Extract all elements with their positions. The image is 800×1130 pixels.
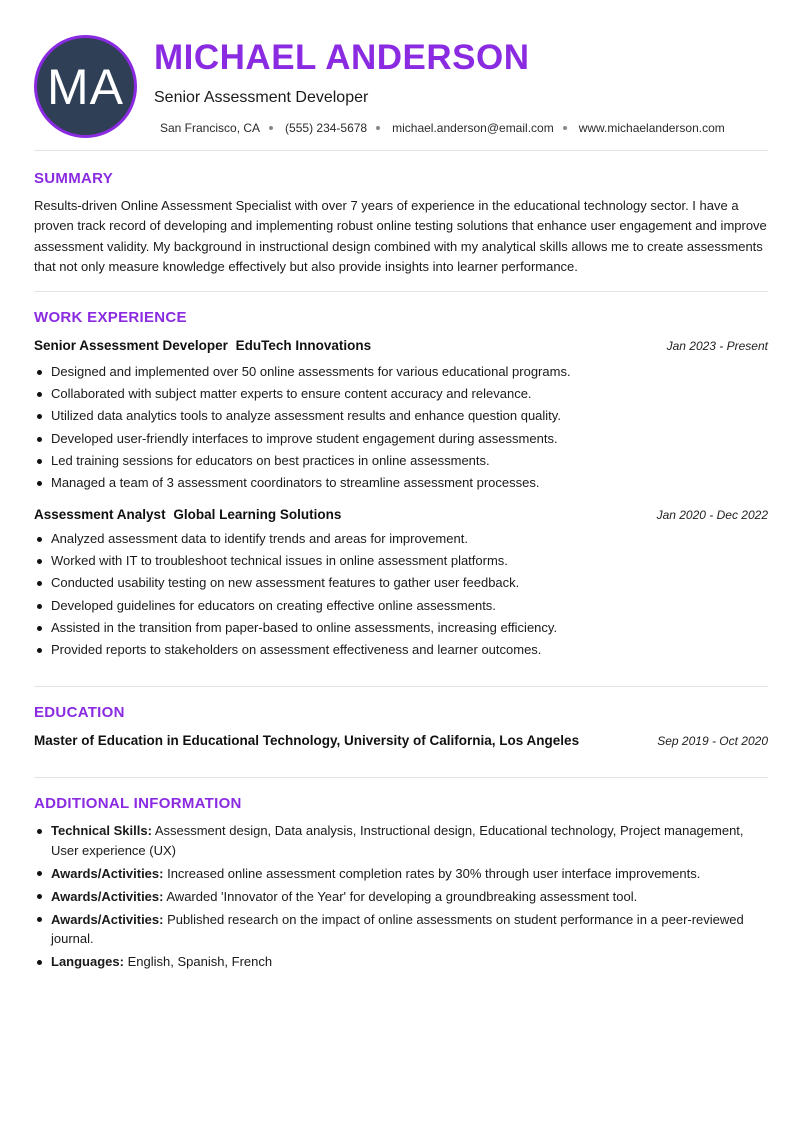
job-bullet-list — [34, 362, 768, 495]
contact-line — [160, 121, 725, 135]
job-dates: Jan 2020 - Dec 2022 — [656, 508, 768, 522]
info-label: Technical Skills: — [51, 823, 152, 838]
education-degree: Master of Education in Educational Technology, University of California, Los Angeles — [34, 733, 580, 748]
job-company: Global Learning Solutions — [173, 507, 342, 522]
contact-location: San Francisco, CA — [160, 121, 261, 135]
job-title — [34, 507, 341, 522]
job-dates: Jan 2023 - Present — [666, 339, 768, 353]
section-divider — [34, 777, 768, 778]
experience-heading: WORK EXPERIENCE — [34, 309, 187, 326]
summary-heading: SUMMARY — [34, 170, 114, 187]
separator-dot — [376, 126, 380, 130]
contact-email[interactable]: michael.anderson@email.com — [392, 121, 554, 135]
job-header — [34, 507, 768, 522]
list-item — [34, 887, 768, 907]
list-item: Developed guidelines for educators on creating effective online assessments. — [34, 596, 768, 618]
avatar — [34, 35, 137, 138]
job-position: Assessment Analyst — [34, 507, 166, 522]
list-item: Provided reports to stakeholders on assessment effectiveness and learner outcomes. — [34, 640, 768, 662]
list-item — [34, 952, 768, 972]
job-position: Senior Assessment Developer — [34, 338, 228, 353]
list-item: Assisted in the transition from paper-based to online assessments, increasing efficiency. — [34, 618, 768, 640]
info-text: Assessment design, Data analysis, Instructional design, Educational technology, Project management, User experience (UX) — [51, 823, 744, 858]
list-item: Developed user-friendly interfaces to improve student engagement during assessments. — [34, 429, 768, 451]
job-bullet-list — [34, 529, 768, 662]
job-header — [34, 338, 768, 353]
info-text: Published research on the impact of online assessments on student performance in a peer-reviewed journal. — [51, 911, 744, 946]
candidate-role: Senior Assessment Developer — [154, 89, 369, 106]
education-dates: Sep 2019 - Oct 2020 — [657, 734, 768, 748]
separator-dot — [269, 126, 273, 130]
summary-text: Results-driven Online Assessment Specialist with over 7 years of experience in the educational technology sector. I have a proven track record of developing and implementing robust online testing solutions that enhance user engagement and improve assessment validity. My background in instructional design combined with my analytical skills allows me to create assessments that not only measure knowledge effectively but also provide insights into learner performance. — [34, 198, 767, 274]
list-item: Designed and implemented over 50 online assessments for various educational programs. — [34, 362, 768, 384]
contact-phone: (555) 234-5678 — [285, 121, 368, 135]
list-item: Collaborated with subject matter experts to ensure content accuracy and relevance. — [34, 384, 768, 406]
additional-info-list — [34, 821, 768, 975]
info-text: Increased online assessment completion rates by 30% through user interface improvements. — [167, 865, 701, 881]
section-divider — [34, 686, 768, 687]
info-text: English, Spanish, French — [127, 954, 273, 969]
list-item: Conducted usability testing on new assessment features to gather user feedback. — [34, 573, 768, 595]
resume-header — [0, 0, 800, 150]
candidate-name: MICHAEL ANDERSON — [154, 38, 530, 77]
list-item — [34, 821, 768, 860]
info-label: Awards/Activities: — [51, 888, 164, 904]
education-heading: EDUCATION — [34, 704, 125, 721]
additional-heading: ADDITIONAL INFORMATION — [34, 795, 242, 812]
education-entry — [34, 733, 768, 748]
list-item: Utilized data analytics tools to analyze assessment results and enhance question quality. — [34, 406, 768, 428]
info-text: Awarded 'Innovator of the Year' for developing a groundbreaking assessment tool. — [166, 888, 638, 904]
list-item: Analyzed assessment data to identify trends and areas for improvement. — [34, 529, 768, 551]
info-label: Languages: — [51, 954, 124, 969]
contact-website[interactable]: www.michaelanderson.com — [578, 121, 725, 135]
section-divider — [34, 150, 768, 151]
list-item — [34, 910, 768, 949]
list-item: Led training sessions for educators on best practices in online assessments. — [34, 451, 768, 473]
separator-dot — [563, 126, 567, 130]
job-company: EduTech Innovations — [235, 338, 372, 353]
list-item: Managed a team of 3 assessment coordinators to streamline assessment processes. — [34, 473, 768, 495]
avatar-initials: MA — [47, 58, 124, 115]
job-title — [34, 338, 371, 353]
info-label: Awards/Activities: — [51, 865, 164, 881]
section-divider — [34, 291, 768, 292]
list-item — [34, 864, 768, 884]
list-item: Worked with IT to troubleshoot technical issues in online assessment platforms. — [34, 551, 768, 573]
info-label: Awards/Activities: — [51, 911, 164, 927]
